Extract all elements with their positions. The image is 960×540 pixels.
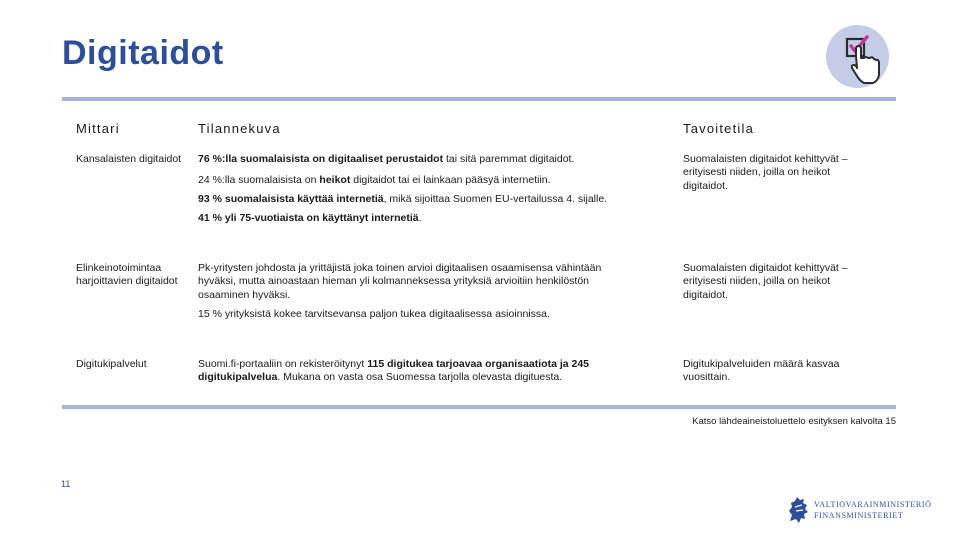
page-number: 11 <box>61 479 71 489</box>
row1-mittari: Kansalaisten digitaidot <box>76 153 182 165</box>
row1-tilanne-1: 76 %:lla suomalaisista on digitaaliset perustaidot tai sitä paremmat digitaidot. <box>198 153 575 165</box>
row2-mittari: Elinkeinotoimintaa harjoittavien digitaidot <box>76 262 178 288</box>
row3-mittari: Digitukipalvelut <box>76 358 147 370</box>
row1-tilanne-2: 24 %:lla suomalaisista on heikot digitaidot tai ei lainkaan pääsyä internetiin. <box>198 174 551 186</box>
ministry-logo <box>786 495 932 525</box>
row1-tavoite: Suomalaisten digitaidot kehittyvät – erityisesti niiden, joilla on heikot digitaidot. <box>683 153 848 192</box>
header-tavoitetila: Tavoitetila <box>683 121 755 136</box>
checkbox-hand-icon <box>826 25 889 88</box>
bottom-divider <box>62 405 896 409</box>
row1-tilanne-4: 41 % yli 75-vuotiaista on käyttänyt internetiä. <box>198 212 422 224</box>
logo-line-2: FINANSMINISTERIET <box>814 511 904 520</box>
top-divider <box>62 97 896 101</box>
row2-tavoite: Suomalaisten digitaidot kehittyvät – erityisesti niiden, joilla on heikot digitaidot. <box>683 262 848 301</box>
logo-line-1: VALTIOVARAINMINISTERIÖ <box>814 500 932 509</box>
row2-tilanne-1: Pk-yritysten johdosta ja yrittäjistä joka toinen arvioi digitaalisen osaamisensa vähintään hyväksi, mutta ainoastaan hieman yli kolmanneksessa yrityksiä arvioitiin henkilöstön osaaminen hyväksi. <box>198 262 602 301</box>
finnish-lion-icon <box>786 495 812 525</box>
source-note: Katso lähdeaineistoluettelo esityksen kalvolta 15 <box>692 416 896 427</box>
header-tilannekuva: Tilannekuva <box>198 121 281 136</box>
row1-tilanne-3: 93 % suomalaisista käyttää internetiä, mikä sijoittaa Suomen EU-vertailussa 4. sijalle. <box>198 193 608 205</box>
row3-tavoite: Digitukipalveluiden määrä kasvaa vuosittain. <box>683 358 840 384</box>
row3-tilanne-1: Suomi.fi-portaaliin on rekisteröitynyt 115 digitukea tarjoavaa organisaatiota ja 245 digitukipalvelua. Mukana on vasta osa Suomessa tarjolla olevasta digituesta. <box>198 358 590 384</box>
header-mittari: Mittari <box>76 121 120 136</box>
row2-tilanne-2: 15 % yrityksistä kokee tarvitsevansa paljon tukea digitaalisessa asioinnissa. <box>198 308 550 320</box>
page-title: Digitaidot <box>62 34 224 72</box>
